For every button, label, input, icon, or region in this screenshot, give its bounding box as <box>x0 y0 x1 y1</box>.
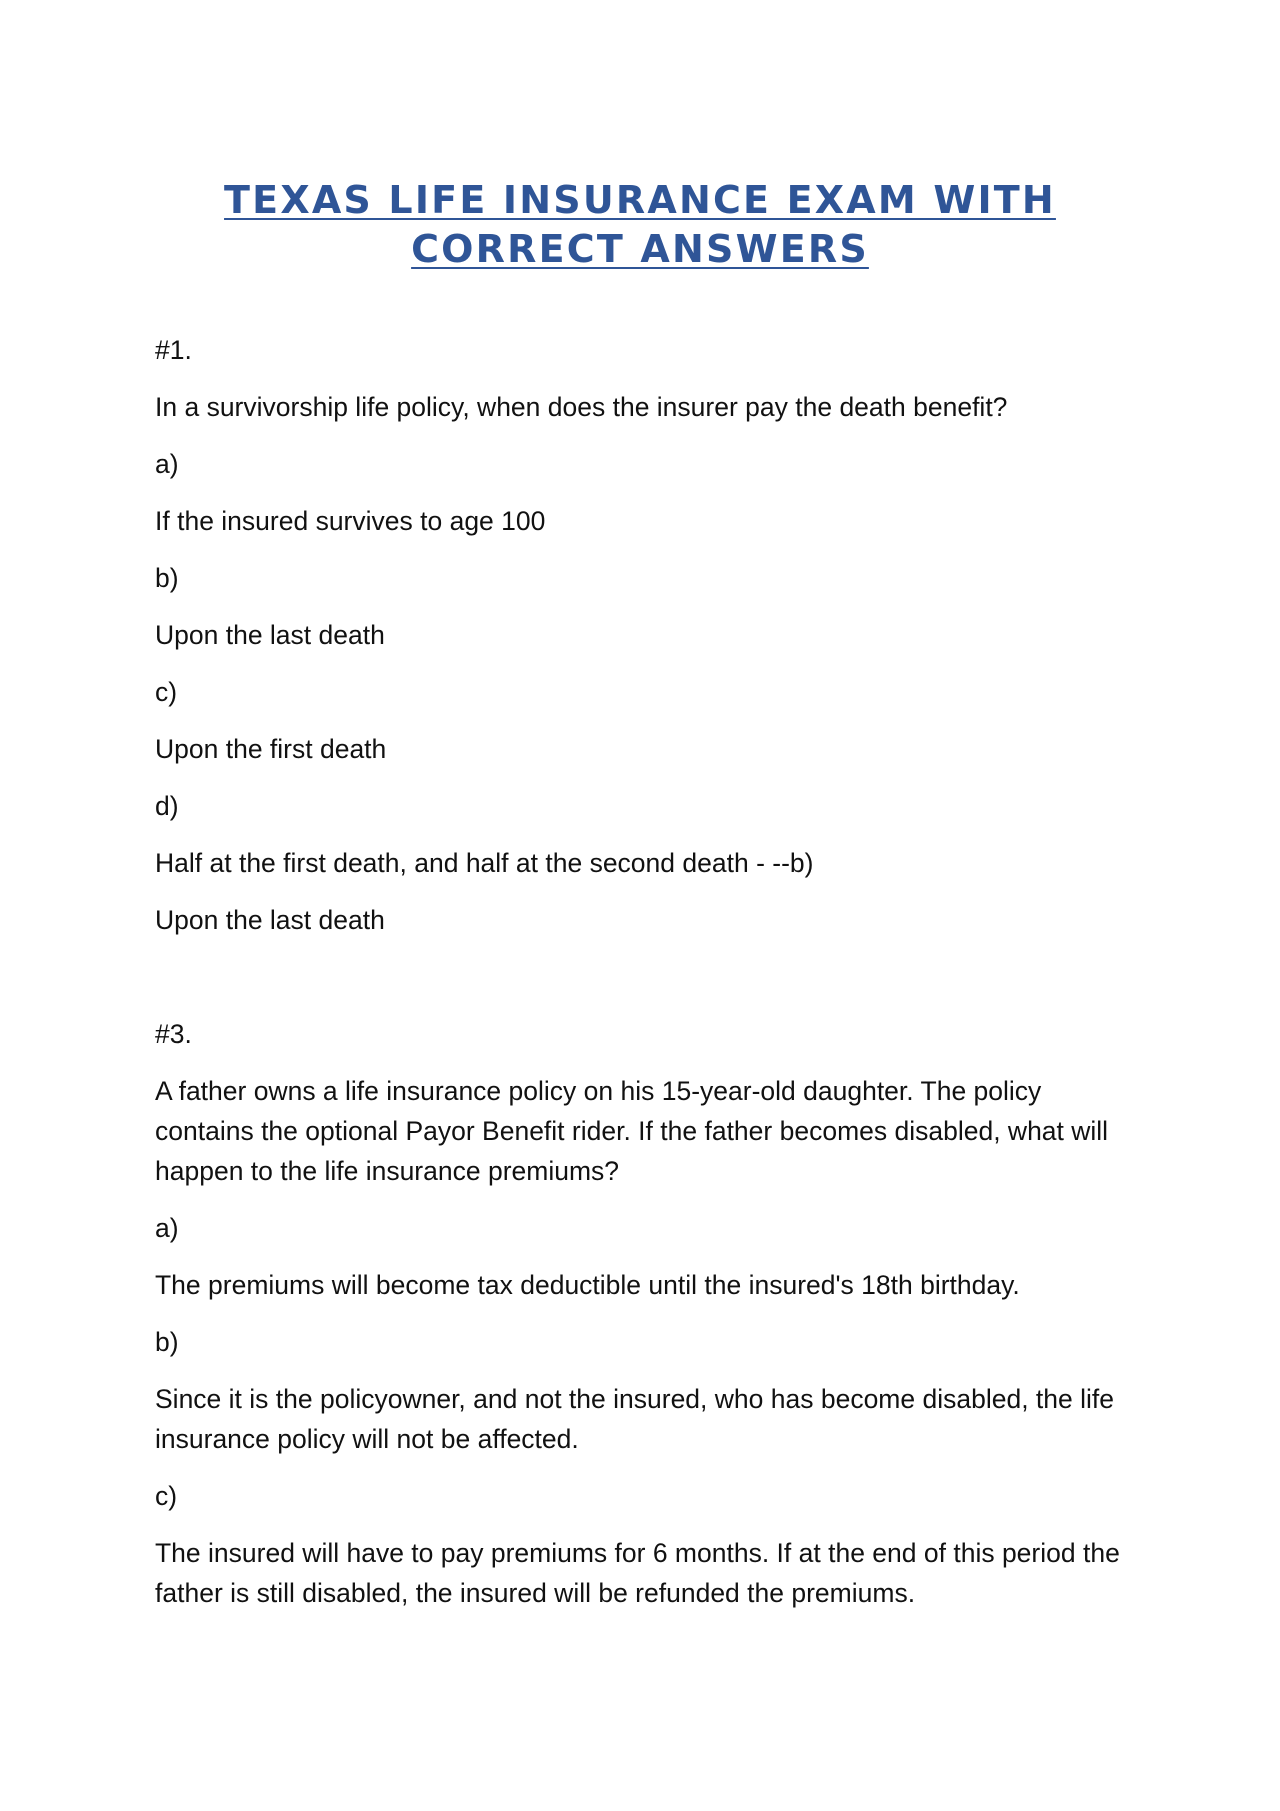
title-line-1: TEXAS LIFE INSURANCE EXAM WITH <box>224 178 1056 222</box>
option-text: Upon the first death <box>155 734 387 764</box>
question-text: A father owns a life insurance policy on his 15-year-old daughter. The policy contains the optional Payor Benefit rider. If the father becomes disabled, what will happen to the life insurance premiums? <box>155 1076 1109 1186</box>
question-text: In a survivorship life policy, when does the insurer pay the death benefit? <box>155 392 1008 422</box>
option-letter: a) <box>155 1213 179 1243</box>
question-number: #3. <box>155 1019 192 1049</box>
option-text: If the insured survives to age 100 <box>155 506 546 536</box>
answer-text: Upon the last death <box>155 905 385 935</box>
section-spacer <box>155 957 1140 1014</box>
question-number: #1. <box>155 335 192 365</box>
option-letter: c) <box>155 1481 178 1511</box>
option-text: Half at the first death, and half at the second death - --b) <box>155 848 814 878</box>
document-body <box>155 330 1140 1630</box>
option-text: The premiums will become tax deductible until the insured's 18th birthday. <box>155 1270 1020 1300</box>
option-text: Since it is the policyowner, and not the insured, who has become disabled, the life insurance policy will not be affected. <box>155 1384 1114 1454</box>
option-letter: d) <box>155 791 179 821</box>
option-letter: b) <box>155 563 179 593</box>
document-title <box>150 176 1130 274</box>
option-letter: c) <box>155 677 178 707</box>
option-text: The insured will have to pay premiums for 6 months. If at the end of this period the father is still disabled, the insured will be refunded the premiums. <box>155 1538 1120 1608</box>
title-line-2: CORRECT ANSWERS <box>411 227 869 271</box>
option-letter: b) <box>155 1327 179 1357</box>
option-text: Upon the last death <box>155 620 385 650</box>
option-letter: a) <box>155 449 179 479</box>
